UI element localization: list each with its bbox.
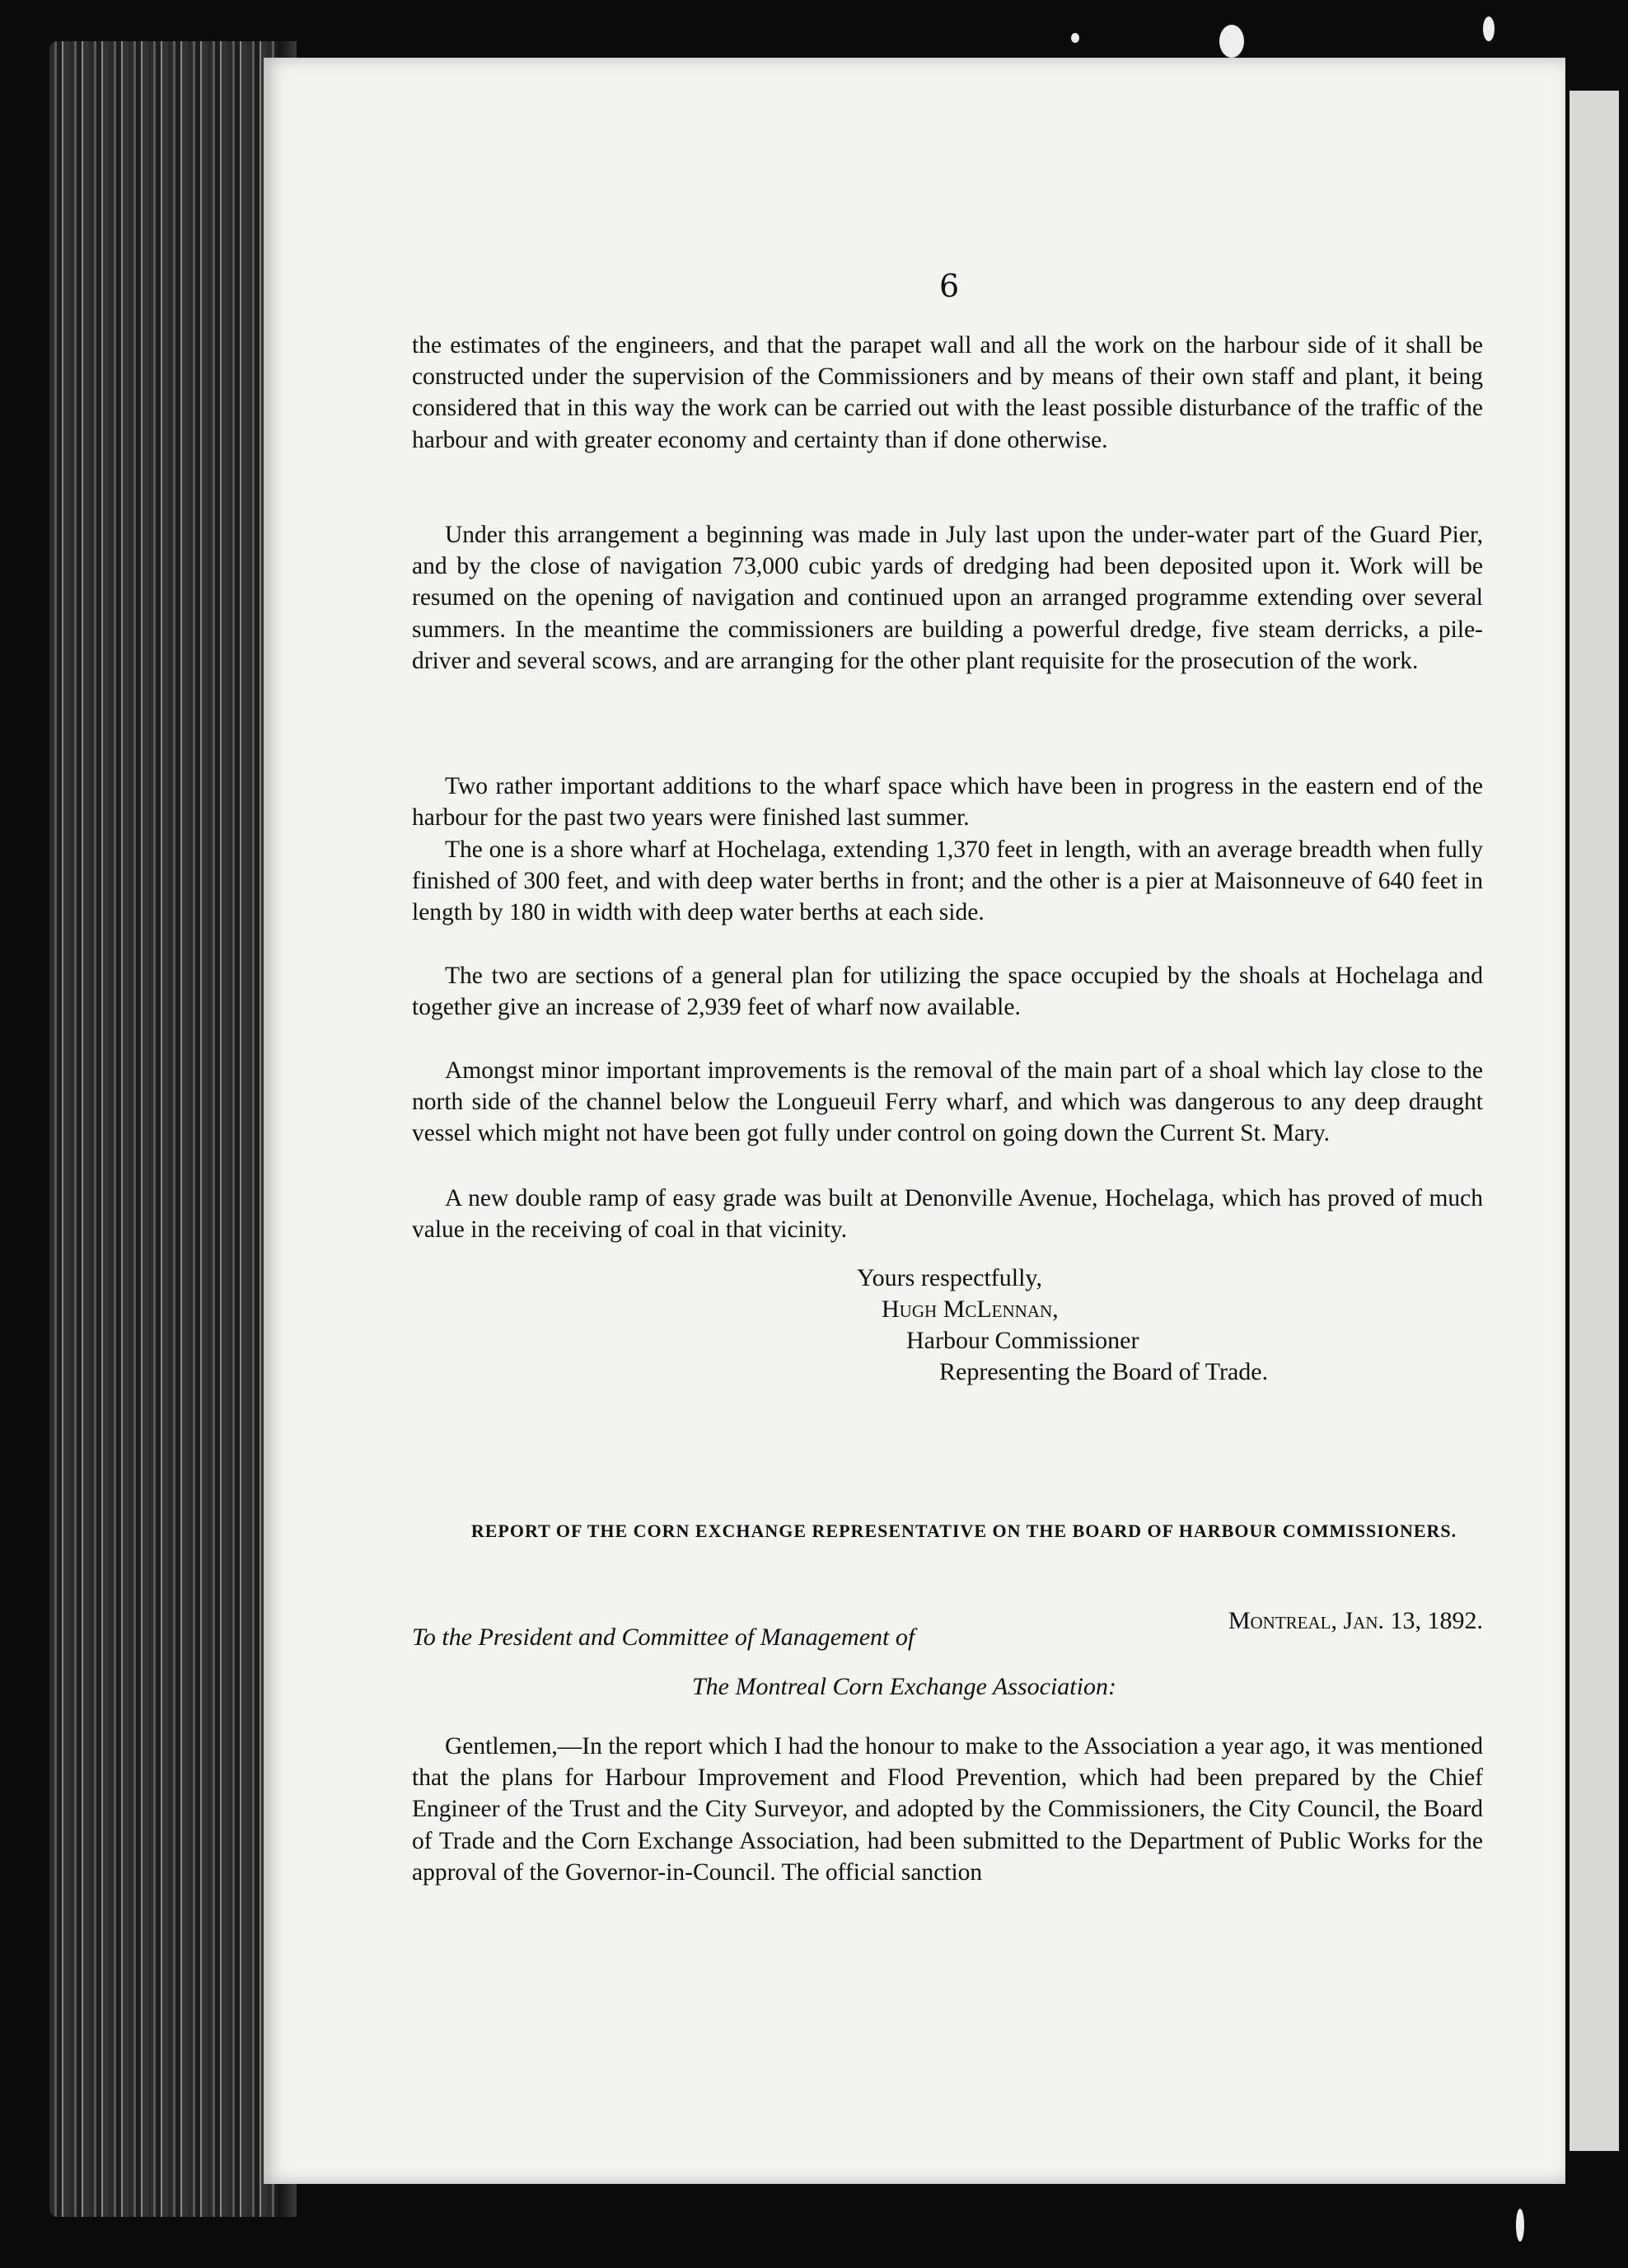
page-number: 6 <box>939 268 960 304</box>
paragraph-3: Two rather important additions to the wharf space which have been in progress in the eastern end of the harbour for the past two years were finished last summer. <box>412 773 1483 832</box>
paragraph-7: A new double ramp of easy grade was built at Denonville Avenue, Hochelaga, which has proved of much value in the receiving of coal in that vicinity. <box>412 1185 1483 1244</box>
dateline: Montreal, Jan. 13, 1892. <box>1228 1607 1483 1634</box>
signoff-closing: Yours respectfully, <box>857 1264 1042 1291</box>
paragraph-5: The two are sections of a general plan for utilizing the space occupied by the shoals at Hochelaga and together give an increase of 2,939 feet of wharf now available. <box>412 963 1483 1021</box>
paragraph-2: Under this arrangement a beginning was made in July last upon the under-water part of the Guard Pier, and by the close of navigation 73,000 cubic yards of dredging had been deposited upon it. Work will be resumed on the opening of navigation and continued upon an arranged programme extending over several summers. In the meantime the commissioners are building a powerful dredge, five steam derricks, a pile-driver and several scows, and are arranging for the other plant requisite for the prosecution of the work. <box>412 522 1483 674</box>
final-paragraph: Gentlemen,—In the report which I had the honour to make to the Association a year ago, it was mentioned that the plans for Harbour Improvement and Flood Prevention, which had been prepared by the Chief Engineer of the Trust and the City Surveyor, and adopted by the Commissioners, the City Council, the Board of Trade and the Corn Exchange Association, had been submitted to the Department of Public Works for the approval of the Governor-in-Council. The official sanction <box>412 1733 1483 1886</box>
paragraph-4: The one is a shore wharf at Hochelaga, extending 1,370 feet in length, with an average breadth when fully finished of 300 feet, and with deep water berths in front; and the other is a pier at Maisonneuve of 640 feet in length by 180 in width with deep water berths at each side. <box>412 836 1483 926</box>
paragraph-1: the estimates of the engineers, and that the parapet wall and all the work on the harbour side of it shall be constructed under the supervision of the Commissioners and by means of their own staff and plant, it being considered that in this way the work can be carried out with the least possible disturbance of the traffic of the harbour and with greater economy and certainty than if done otherwise. <box>412 332 1483 453</box>
report-heading: REPORT OF THE CORN EXCHANGE REPRESENTATIVE ON THE BOARD OF HARBOUR COMMISSIONERS. <box>470 1521 1457 1541</box>
facing-page-edge <box>1570 91 1619 2151</box>
book-spine-edge <box>49 41 297 2217</box>
signoff-representing: Representing the Board of Trade. <box>939 1358 1269 1385</box>
signoff-name: Hugh McLennan, <box>882 1296 1059 1323</box>
document-page <box>264 58 1565 2184</box>
salutation-line-2: The Montreal Corn Exchange Association: <box>692 1673 1116 1700</box>
paragraph-6: Amongst minor important improvements is the removal of the main part of a shoal which lay close to the north side of the channel below the Longueuil Ferry wharf, and which was dangerous to any deep draught vessel which might not have been got fully under control on going down the Current St. Mary. <box>412 1057 1483 1147</box>
salutation-line-1: To the President and Committee of Management of <box>412 1624 915 1651</box>
signoff-title: Harbour Commissioner <box>906 1327 1139 1354</box>
